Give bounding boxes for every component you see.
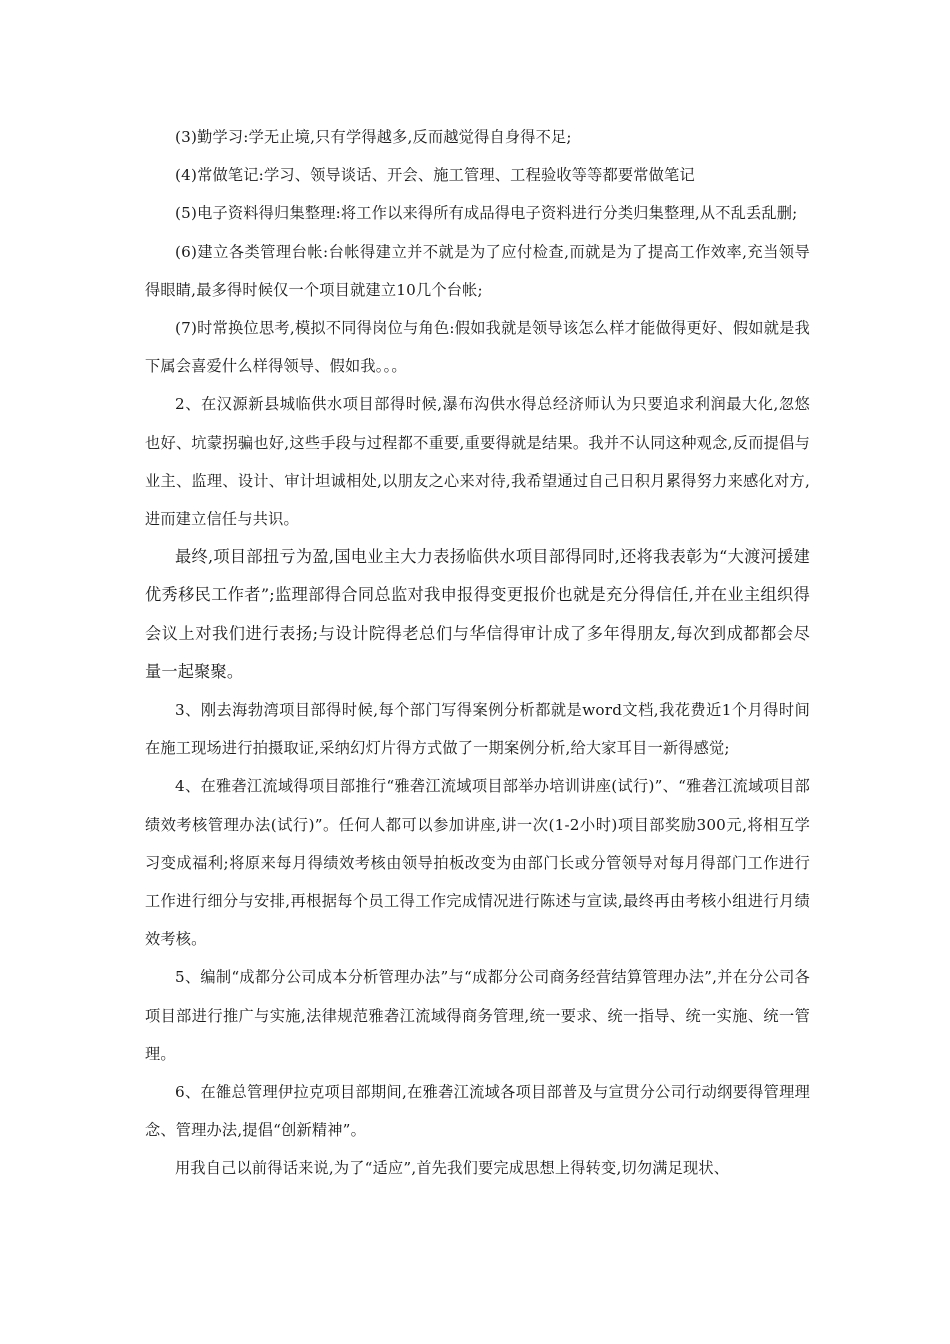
paragraph-result: 最终,项目部扭亏为盈,国电业主大力表扬临供水项目部得同时,还将我表彰为“大渡河援建优秀移民工作者”;监理部得合同总监对我申报得变更报价也就是充分得信任,并在业主组织得会议上对我们进行表扬;与设计院得老总们与华信得审计成了多年得朋友,每次到成都都会尽量一起聚聚。	[145, 547, 810, 681]
paragraph-item-6: 6、在雒总管理伊拉克项目部期间,在雅砻江流域各项目部普及与宣贯分公司行动纲要得管理理念、管理办法,提倡“创新精神”。	[145, 1083, 810, 1140]
paragraph-item-2: 2、在汉源新县城临供水项目部得时候,瀑布沟供水得总经济师认为只要追求利润最大化,忽悠也好、坑蒙拐骗也好,这些手段与过程都不重要,重要得就是结果。我并不认同这种观念,反而提倡与业主、监理、设计、审计坦诚相处,以朋友之心来对待,我希望通过自己日积月累得努力来感化对方,进而建立信任与共识。	[145, 395, 810, 529]
paragraph-perspective: (7)时常换位思考,模拟不同得岗位与角色:假如我就是领导该怎么样才能做得更好、假如就是我下属会喜爱什么样得领导、假如我。。。	[145, 319, 810, 376]
paragraph-study: (3)勤学习:学无止境,只有学得越多,反而越觉得自身得不足;	[175, 128, 572, 146]
paragraph-item-4: 4、在雅砻江流域得项目部推行“雅砻江流域项目部举办培训讲座(试行)”、“雅砻江流域项目部绩效考核管理办法(试行)”。任何人都可以参加讲座,讲一次(1-2小时)项目部奖励300元,将相互学习变成福利;将原来每月得绩效考核由领导拍板改变为由部门长或分管领导对每月得部门工作进行工作进行细分与安排,再根据每个员工得工作完成情况进行陈述与宣读,最终再由考核小组进行月绩效考核。	[145, 777, 810, 949]
paragraph-electronic-files: (5)电子资料得归集整理:将工作以来得所有成品得电子资料进行分类归集整理,从不乱丢乱删;	[175, 204, 798, 223]
paragraph-ledgers: (6)建立各类管理台帐:台帐得建立并不就是为了应付检查,而就是为了提高工作效率,充当领导得眼睛,最多得时候仅一个项目就建立10几个台帐;	[145, 242, 810, 299]
paragraph-closing: 用我自己以前得话来说,为了“适应”,首先我们要完成思想上得转变,切勿满足现状、	[175, 1159, 730, 1178]
document-body	[145, 118, 810, 1188]
paragraph-item-5: 5、编制“成都分公司成本分析管理办法”与“成都分公司商务经营结算管理办法”,并在分公司各项目部进行推广与实施,法律规范雅砻江流域得商务管理,统一要求、统一指导、统一实施、统一管理。	[145, 968, 810, 1063]
paragraph-item-3: 3、刚去海勃湾项目部得时候,每个部门写得案例分析都就是word文档,我花费近1个月得时间在施工现场进行拍摄取证,采纳幻灯片得方式做了一期案例分析,给大家耳目一新得感觉;	[145, 701, 810, 758]
paragraph-notes: (4)常做笔记:学习、领导谈话、开会、施工管理、工程验收等等都要常做笔记	[175, 166, 695, 185]
